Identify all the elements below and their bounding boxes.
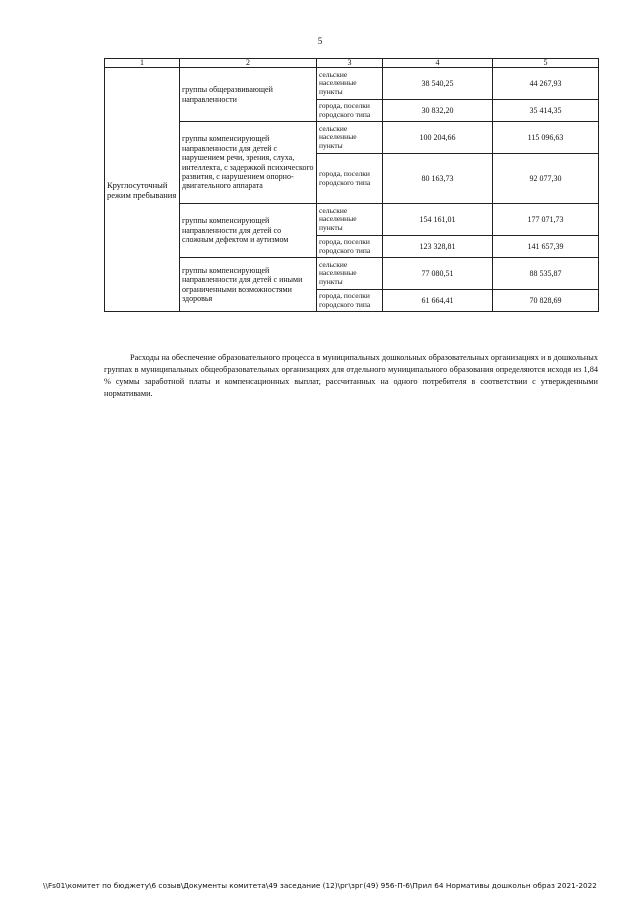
explanatory-paragraph — [104, 352, 598, 400]
group-name: группы компенсирующей направленности для детей с нарушением речи, зрения, слуха, интеллекта, с задержкой психического развития, с нарушением опорно-двигательного аппарата — [180, 122, 317, 204]
value-col-4: 100 204,66 — [383, 122, 493, 154]
value-col-5: 44 267,93 — [493, 68, 599, 100]
page-number: 5 — [317, 36, 323, 46]
value-col-5: 70 828,69 — [493, 290, 599, 312]
value-col-4: 80 163,73 — [383, 154, 493, 204]
table-row — [105, 258, 599, 290]
header-col-4: 4 — [383, 59, 493, 68]
value-col-5: 88 535,87 — [493, 258, 599, 290]
header-col-3: 3 — [317, 59, 383, 68]
value-col-5: 92 077,30 — [493, 154, 599, 204]
value-col-4: 154 161,01 — [383, 204, 493, 236]
value-col-4: 30 832,20 — [383, 100, 493, 122]
table-row — [105, 68, 599, 100]
locality-cell: города, поселки городского типа — [317, 290, 383, 312]
file-path-footer: \\Fs01\комитет по бюджету\6 созыв\Документы комитета\49 заседание (12)\рг\зрг(49) 956-П-6\Прил 64 Нормативы дошкольн образ 2021-2022 — [43, 881, 597, 890]
value-col-5: 177 071,73 — [493, 204, 599, 236]
value-col-5: 35 414,35 — [493, 100, 599, 122]
value-col-5: 115 096,63 — [493, 122, 599, 154]
locality-cell: сельские населенные пункты — [317, 258, 383, 290]
value-col-4: 38 540,25 — [383, 68, 493, 100]
locality-cell: сельские населенные пункты — [317, 122, 383, 154]
locality-cell: города, поселки городского типа — [317, 236, 383, 258]
table-row — [105, 122, 599, 154]
locality-cell: города, поселки городского типа — [317, 100, 383, 122]
normatives-table — [104, 58, 599, 312]
value-col-5: 141 657,39 — [493, 236, 599, 258]
table-row — [105, 204, 599, 236]
table-header-row — [105, 59, 599, 68]
header-col-5: 5 — [493, 59, 599, 68]
locality-cell: города, поселки городского типа — [317, 154, 383, 204]
paragraph-text: Расходы на обеспечение образовательного процесса в муниципальных дошкольных образовательных организациях и в дошкольных группах в муниципальных общеобразовательных организациях для отдельного муниципального образования определяются исходя из 1,84 % суммы заработной платы и компенсационных выплат, рассчитанных на одного потребителя в соответствии с утвержденными нормативами. — [104, 353, 598, 398]
value-col-4: 61 664,41 — [383, 290, 493, 312]
header-col-1: 1 — [105, 59, 180, 68]
mode-cell: Круглосуточный режим пребывания — [105, 68, 180, 312]
locality-cell: сельские населенные пункты — [317, 204, 383, 236]
group-name: группы общеразвивающей направленности — [180, 68, 317, 122]
value-col-4: 123 328,81 — [383, 236, 493, 258]
group-name: группы компенсирующей направленности для детей со сложным дефектом и аутизмом — [180, 204, 317, 258]
header-col-2: 2 — [180, 59, 317, 68]
value-col-4: 77 080,51 — [383, 258, 493, 290]
locality-cell: сельские населенные пункты — [317, 68, 383, 100]
group-name: группы компенсирующей направленности для детей с иными ограниченными возможностями здоровья — [180, 258, 317, 312]
